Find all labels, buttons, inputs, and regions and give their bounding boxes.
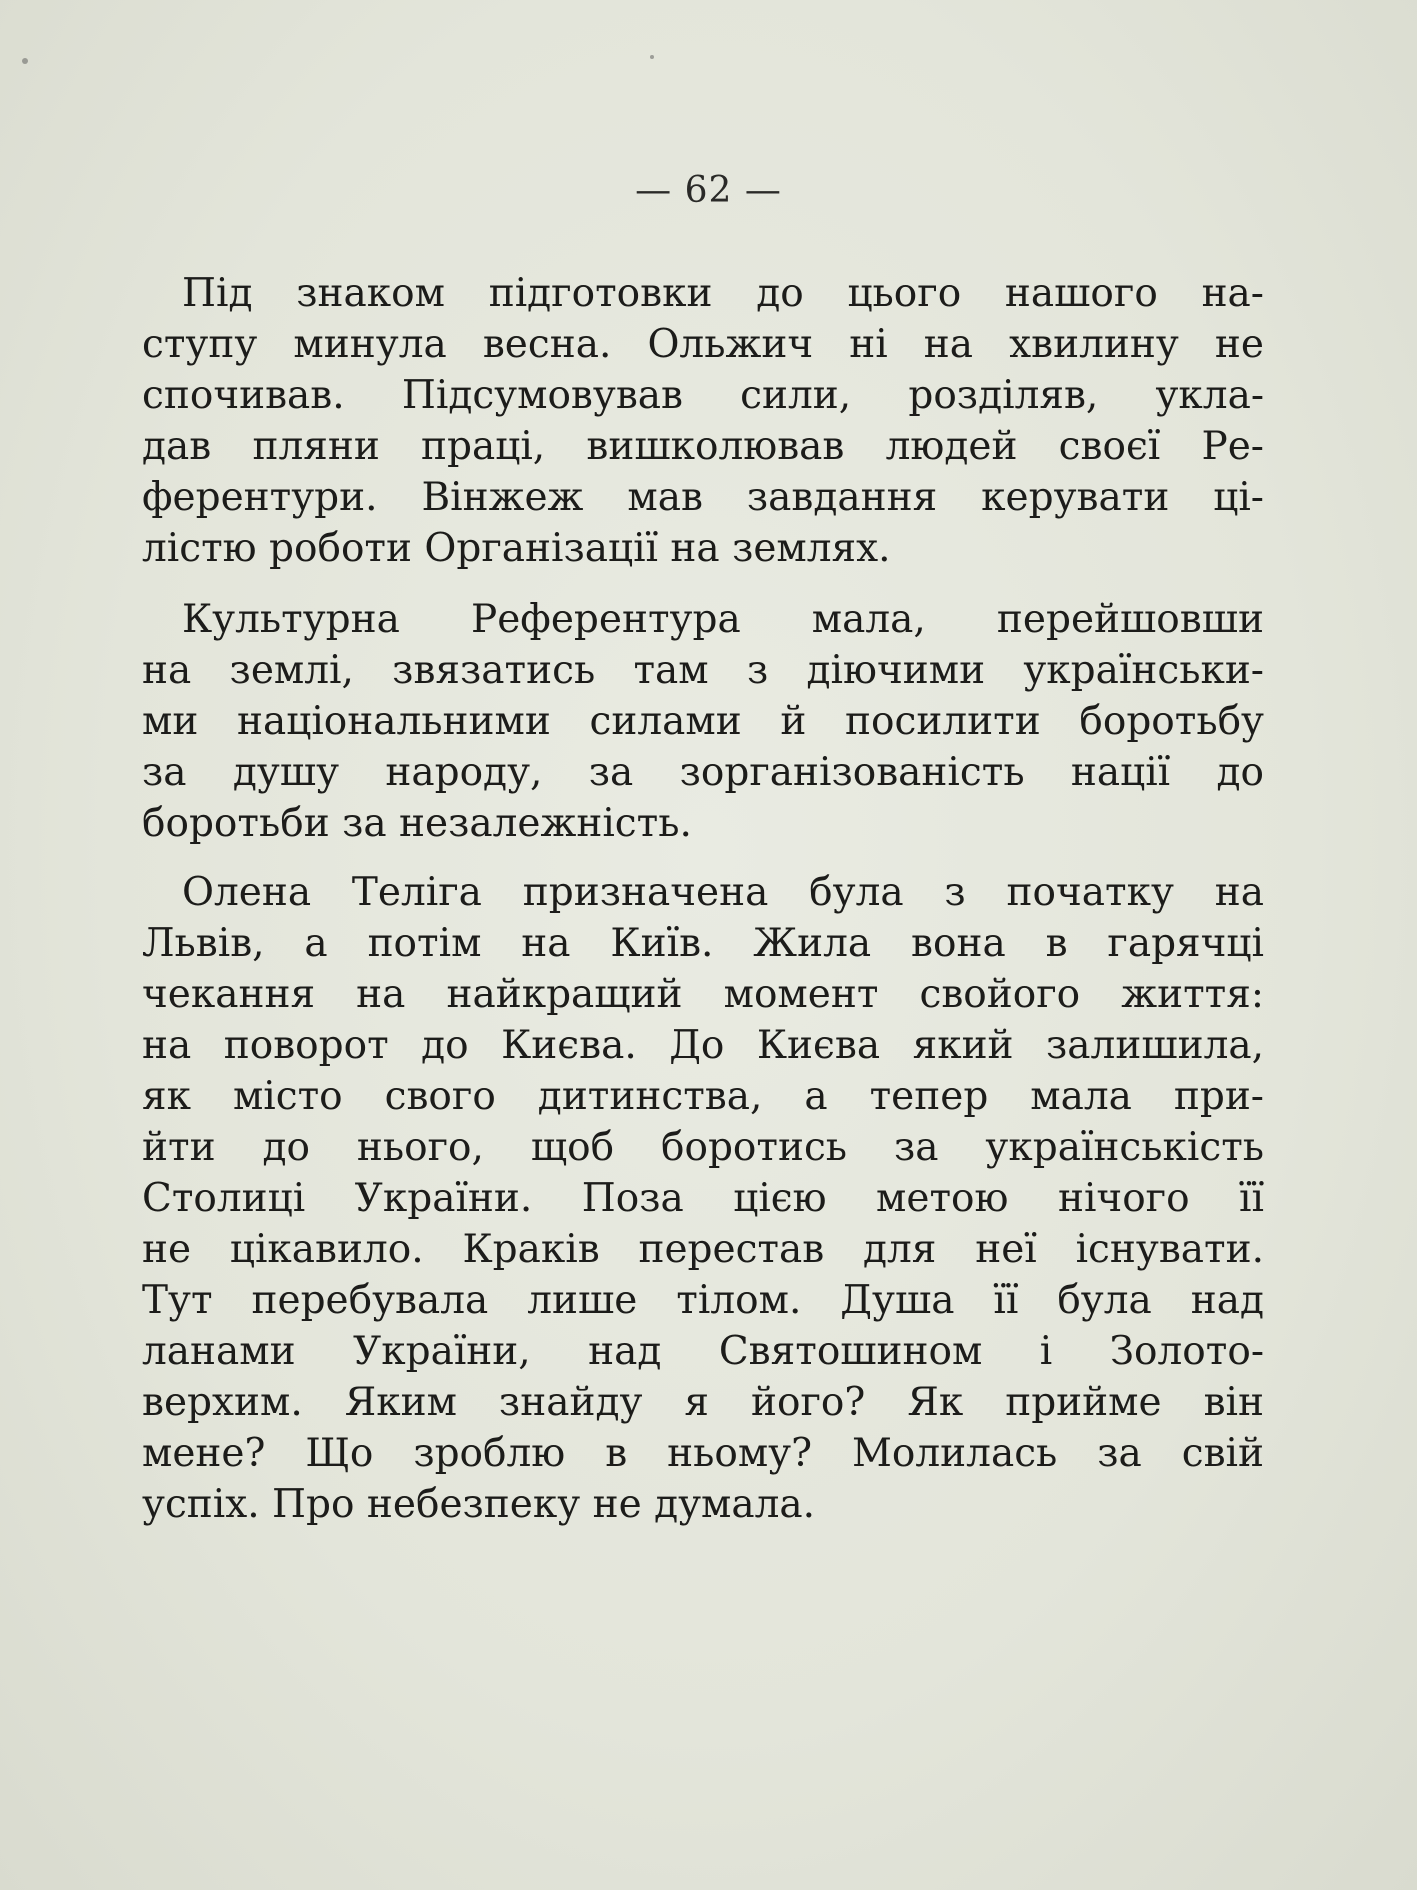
text-line: Тут перебувала лише тілом. Душа її була над [142,1278,1264,1323]
ink-speck [650,55,654,59]
ink-speck [22,58,28,64]
text-line: дав пляни праці, вишколював людей своєї Ре- [142,424,1264,469]
text-line: ступу минула весна. Ольжич ні на хвилину не [142,322,1264,367]
page-number: — 62 — [635,170,782,211]
text-line: Львів, а потім на Київ. Жила вона в гарячці [142,921,1264,966]
text-line: ферентури. Вінжеж мав завдання керувати ці- [142,475,1264,520]
text-line: йти до нього, щоб боротись за українськість [142,1125,1264,1170]
paragraph-3 [142,867,1264,1530]
text-line: лістю роботи Організації на землях. [142,526,891,571]
text-line: ланами України, над Святошином і Золото- [142,1329,1264,1374]
text-line: чекання на найкращий момент свойого життя: [142,972,1264,1017]
text-line: Столиці України. Поза цією метою нічого її [142,1176,1264,1221]
paragraph-2 [142,594,1264,849]
text-line: спочивав. Підсумовував сили, розділяв, укла- [142,373,1264,418]
text-line: як місто свого дитинства, а тепер мала при- [142,1074,1264,1119]
text-line: боротьби за незалежність. [142,801,692,846]
text-line: мене? Що зроблю в ньому? Молилась за свій [142,1431,1264,1476]
text-line: за душу народу, за зорганізованість нації до [142,750,1264,795]
paragraph-1 [142,268,1264,574]
text-line: Олена Теліга призначена була з початку на [182,870,1264,915]
text-line: не цікавило. Краків перестав для неї існувати. [142,1227,1264,1272]
text-line: верхим. Яким знайду я його? Як прийме він [142,1380,1264,1425]
text-line: Під знаком підготовки до цього нашого на- [182,271,1264,316]
text-line: ми національними силами й посилити боротьбу [142,699,1264,744]
text-line: успіх. Про небезпеку не думала. [142,1482,816,1527]
text-line: Культурна Референтура мала, перейшовши [182,597,1264,642]
text-line: на землі, звязатись там з діючими українськи- [142,648,1264,693]
text-line: на поворот до Києва. До Києва який залишила, [142,1023,1264,1068]
